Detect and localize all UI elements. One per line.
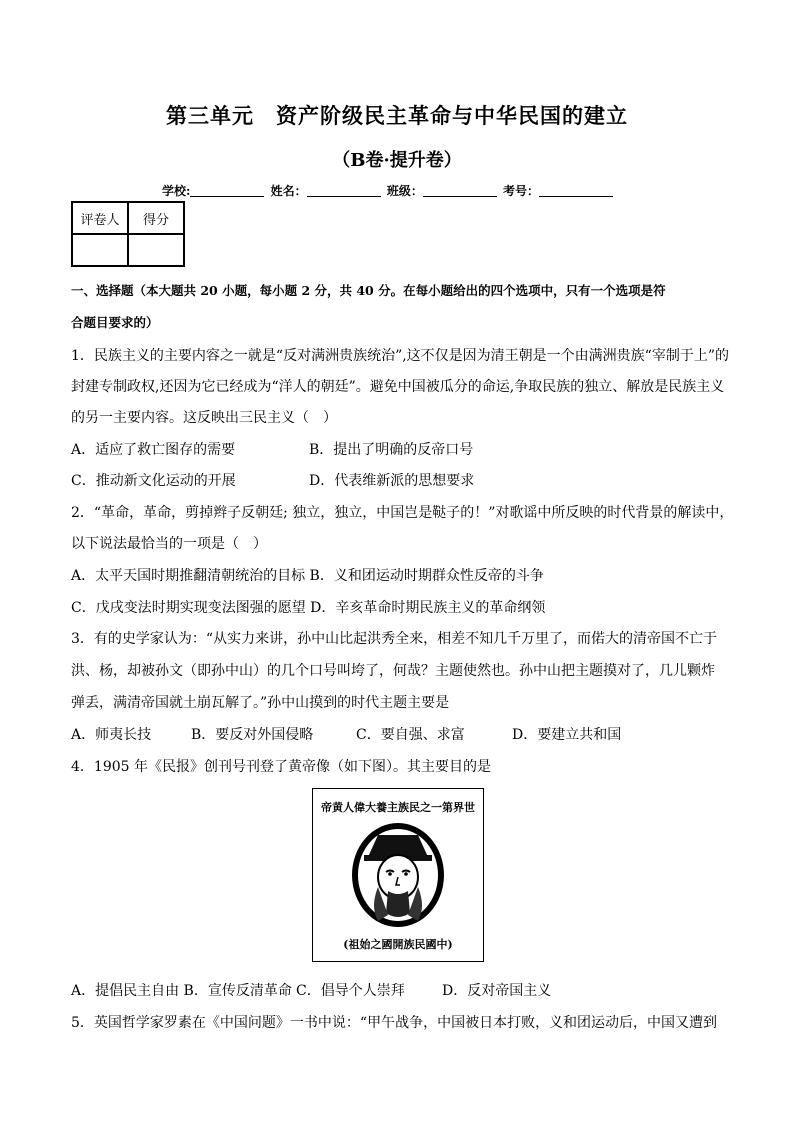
q1-stem-line3: 的另一主要内容。这反映出三民主义（ ） bbox=[71, 410, 337, 426]
figure-top-caption: 帝黄人偉大養主族民之一第界世 bbox=[321, 801, 475, 814]
q2-stem-line1: 2．“革命，革命，剪掉辫子反朝廷; 独立，独立，中国岂是鞑子的！”对歌谣中所反映的时代背景的解读中， bbox=[71, 505, 734, 521]
score-cell[interactable] bbox=[128, 234, 184, 266]
yellow-emperor-portrait-icon bbox=[348, 817, 448, 932]
page-title: 第三单元 资产阶级民主革命与中华民国的建立 bbox=[166, 103, 628, 128]
score-header: 得分 bbox=[128, 202, 184, 234]
grader-header: 评卷人 bbox=[72, 202, 128, 234]
q4-option-ab[interactable]: A．提倡民主自由 B．宣传反清革命 bbox=[71, 983, 292, 999]
student-info-line bbox=[162, 182, 615, 199]
exam-no-blank[interactable] bbox=[539, 184, 613, 197]
yellow-emperor-figure bbox=[312, 788, 484, 962]
class-blank[interactable] bbox=[423, 184, 497, 197]
q1-stem-line2: 封建专制政权,还因为它已经成为“洋人的朝廷”。避免中国被瓜分的命运,争取民族的独立、解放是民族主义 bbox=[71, 379, 725, 395]
q4-stem-line1: 4．1905 年《民报》创刊号刊登了黄帝像（如下图）。其主要目的是 bbox=[71, 759, 491, 775]
q3-stem-line3: 弹丢，满清帝国就土崩瓦解了。”孙中山摸到的时代主题主要是 bbox=[71, 695, 450, 711]
q3-option-a[interactable]: A．师夷长技 bbox=[71, 727, 152, 743]
q1-option-a[interactable]: A．适应了救亡图存的需要 bbox=[71, 442, 236, 458]
section-heading-line2: 合题目要求的） bbox=[71, 315, 159, 330]
q1-option-c[interactable]: C．推动新文化运动的开展 bbox=[71, 473, 236, 489]
q2-options-ab[interactable]: A．太平天国时期推翻清朝统治的目标 B．义和团运动时期群众性反帝的斗争 bbox=[71, 568, 544, 584]
name-label: 姓名： bbox=[270, 184, 307, 198]
school-blank[interactable] bbox=[190, 184, 264, 197]
q3-stem-line1: 3．有的史学家认为：“从实力来讲，孙中山比起洪秀全来，相差不知几千万里了，而偌大的清帝国不亡于 bbox=[71, 631, 718, 647]
class-label: 班级： bbox=[386, 184, 423, 198]
school-label: 学校: bbox=[162, 184, 191, 198]
q2-options-cd[interactable]: C．戊戌变法时期实现变法图强的愿望 D．辛亥革命时期民族主义的革命纲领 bbox=[71, 600, 546, 616]
q4-option-c[interactable]: C．倡导个人崇拜 bbox=[296, 983, 405, 999]
q1-stem-line1: 1．民族主义的主要内容之一就是“反对满洲贵族统治”,这不仅是因为清王朝是一个由满洲贵族“宰制于上”的 bbox=[71, 348, 729, 364]
q3-option-c[interactable]: C．要自强、求富 bbox=[356, 727, 465, 743]
q4-option-d[interactable]: D．反对帝国主义 bbox=[442, 983, 552, 999]
figure-bottom-caption: (祖始之國開族民國中) bbox=[343, 938, 453, 951]
q3-stem-line2: 洪、杨，却被孙文（即孙中山）的几个口号叫垮了，何哉？主题使然也。孙中山把主题摸对了，几儿颗炸 bbox=[71, 663, 715, 679]
q1-option-b[interactable]: B．提出了明确的反帝口号 bbox=[309, 442, 474, 458]
q3-option-b[interactable]: B．要反对外国侵略 bbox=[191, 727, 314, 743]
q5-stem-line1: 5．英国哲学家罗素在《中国问题》一书中说：“甲午战争，中国被日本打败，义和团运动后，中国又遭到 bbox=[71, 1015, 718, 1031]
page-subtitle: （B卷·提升卷） bbox=[332, 150, 462, 171]
q2-stem-line2: 以下说法最恰当的一项是（ ） bbox=[71, 536, 267, 552]
name-blank[interactable] bbox=[307, 184, 381, 197]
score-table bbox=[71, 201, 185, 267]
q1-option-d[interactable]: D．代表维新派的思想要求 bbox=[309, 473, 475, 489]
q3-option-d[interactable]: D．要建立共和国 bbox=[512, 727, 622, 743]
exam-no-label: 考号： bbox=[503, 184, 540, 198]
grader-cell[interactable] bbox=[72, 234, 128, 266]
section-heading-line1: 一、选择题（本大题共 20 小题，每小题 2 分，共 40 分。在每小题给出的四个选项中，只有一个选项是符 bbox=[71, 283, 666, 298]
